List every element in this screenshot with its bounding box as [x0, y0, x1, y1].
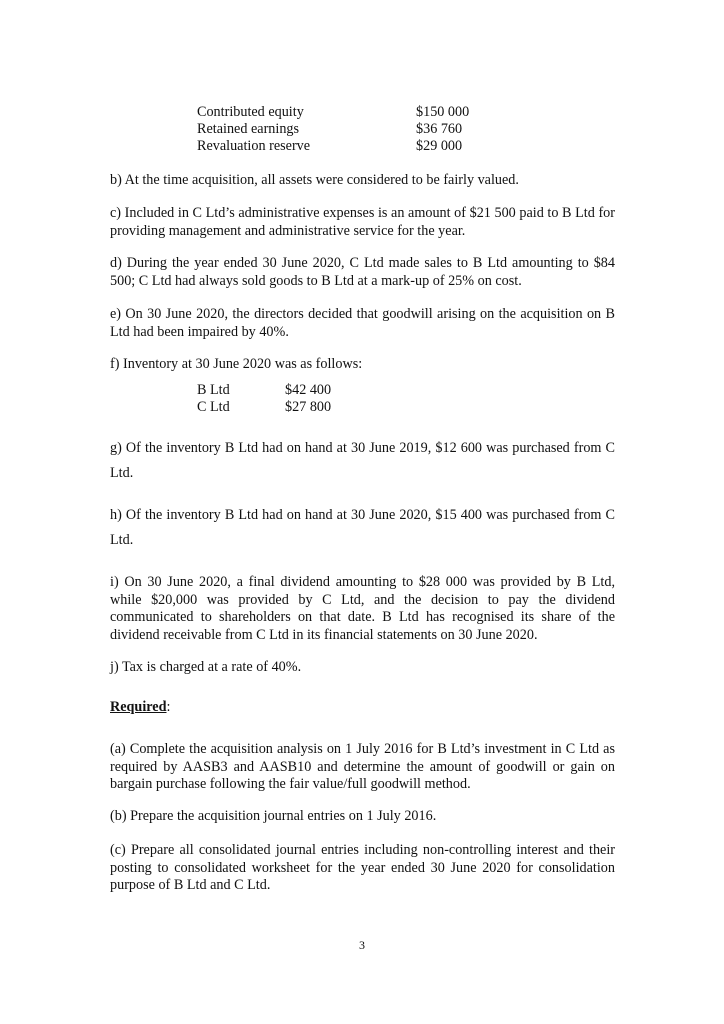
equity-label-revaluation: Revaluation reserve — [197, 138, 311, 154]
note-e: e) On 30 June 2020, the directors decided that goodwill arising on the acquisition on B Ltd had been impaired by 40%. — [110, 306, 615, 340]
page-number: 3 — [359, 938, 365, 952]
required-heading — [110, 699, 170, 716]
inventory-value-c: $27 800 — [285, 399, 332, 415]
required-a: (a) Complete the acquisition analysis on 1 July 2016 for B Ltd’s investment in C Ltd as required by AASB3 and AASB10 and determine the amount of goodwill or gain on bargain purchase following the fair value/full goodwill method. — [110, 741, 615, 792]
equity-value-retained: $36 760 — [416, 121, 463, 137]
inventory-label-b: B Ltd — [197, 382, 230, 398]
note-g: g) Of the inventory B Ltd had on hand at 30 June 2019, $12 600 was purchased from C Ltd. — [110, 440, 615, 481]
equity-value-contributed: $150 000 — [416, 104, 470, 120]
note-b: b) At the time acquisition, all assets were considered to be fairly valued. — [110, 172, 519, 188]
note-i: i) On 30 June 2020, a final dividend amounting to $28 000 was provided by B Ltd, while $20,000 was provided by C Ltd, and the decision to pay the dividend communicated to shareholders on that date. B Ltd has recognised its share of the dividend receivable from C Ltd in its financial statements on 30 June 2020. — [110, 574, 615, 643]
note-h: h) Of the inventory B Ltd had on hand at 30 June 2020, $15 400 was purchased from C Ltd. — [110, 507, 615, 548]
equity-label-retained: Retained earnings — [197, 121, 300, 137]
note-j: j) Tax is charged at a rate of 40%. — [110, 659, 302, 675]
note-d: d) During the year ended 30 June 2020, C Ltd made sales to B Ltd amounting to $84 500; C Ltd had always sold goods to B Ltd at a mark-up of 25% on cost. — [110, 255, 615, 289]
required-heading-colon: : — [166, 699, 171, 715]
required-heading-text: Required — [110, 699, 167, 715]
required-b: (b) Prepare the acquisition journal entries on 1 July 2016. — [110, 808, 437, 824]
equity-value-revaluation: $29 000 — [416, 138, 463, 154]
inventory-label-c: C Ltd — [197, 399, 230, 415]
inventory-value-b: $42 400 — [285, 382, 332, 398]
note-f: f) Inventory at 30 June 2020 was as follows: — [110, 356, 363, 372]
required-c: (c) Prepare all consolidated journal entries including non-controlling interest and their posting to consolidated worksheet for the year ended 30 June 2020 for consolidation purpose of B Ltd and C Ltd. — [110, 842, 615, 893]
equity-label-contributed: Contributed equity — [197, 104, 304, 120]
note-c: c) Included in C Ltd’s administrative expenses is an amount of $21 500 paid to B Ltd for providing management and administrative service for the year. — [110, 205, 615, 239]
